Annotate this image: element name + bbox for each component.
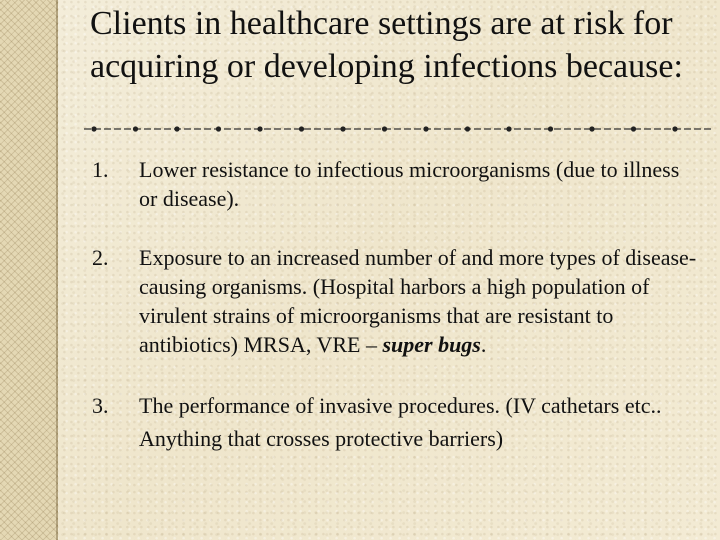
title-divider [84, 122, 712, 136]
list-item [92, 155, 702, 213]
divider-dot [174, 126, 179, 131]
item-number: 2. [92, 245, 109, 270]
divider-dot [465, 126, 470, 131]
item-text: Lower resistance to infectious microorganisms (due to illness or disease). [139, 157, 680, 211]
divider-dot [589, 126, 594, 131]
divider-dot [91, 126, 96, 131]
item-text: The performance of invasive procedures. (IV cathetars etc.. Anything that crosses protective barriers) [139, 393, 662, 451]
left-binding-strip [0, 0, 58, 540]
divider-dot [299, 126, 304, 131]
item-number: 1. [92, 157, 109, 182]
divider-dot [423, 126, 428, 131]
list-item [92, 243, 702, 359]
divider-dot [133, 126, 138, 131]
divider-dot [631, 126, 636, 131]
divider-dot [257, 126, 262, 131]
item-text-container [139, 243, 702, 359]
item-emphasis: super bugs [382, 332, 481, 357]
item-suffix: . [480, 332, 487, 357]
divider-dot [382, 126, 387, 131]
divider-dot [506, 126, 511, 131]
divider-dot [216, 126, 221, 131]
item-number: 3. [92, 393, 109, 418]
numbered-list [92, 155, 702, 485]
list-item [92, 389, 702, 455]
slide-title: Clients in healthcare settings are at risk for acquiring or developing infections because: [90, 5, 683, 85]
divider-dot [548, 126, 553, 131]
item-text: Exposure to an increased number of and more types of disease-causing organisms. (Hospital harbors a high population of virulent strains of microorganisms that are resistant to antibiotics) MRSA, VRE – [139, 245, 697, 357]
divider-dot [340, 126, 345, 131]
divider-dot [672, 126, 677, 131]
